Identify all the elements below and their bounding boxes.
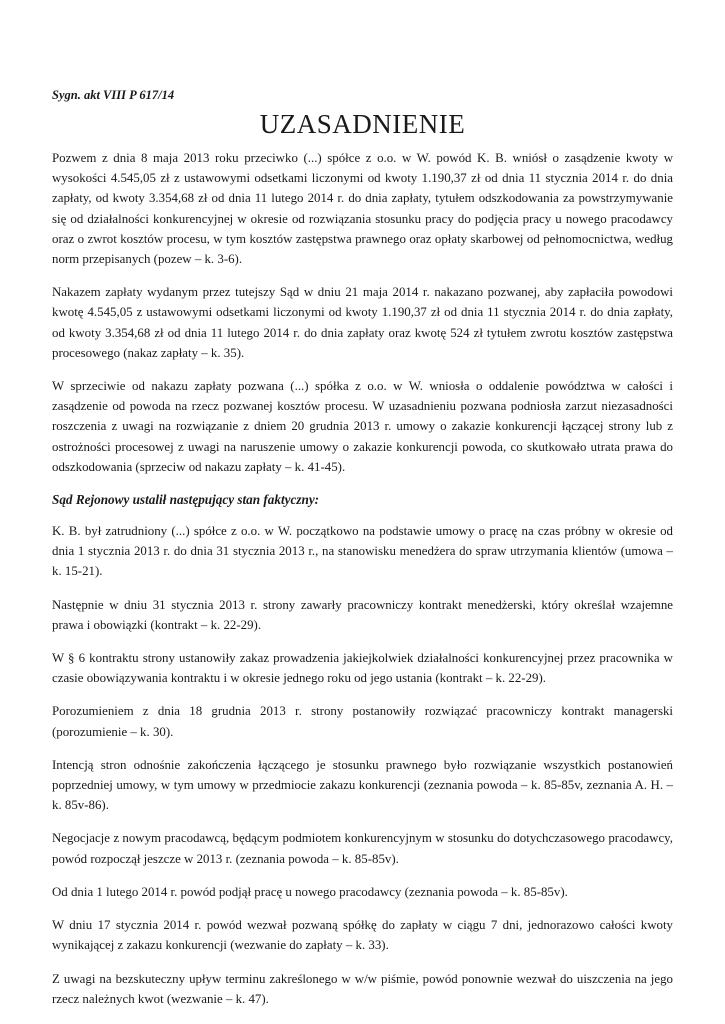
- paragraph-negotiations: Negocjacje z nowym pracodawcą, będącym podmiotem konkurencyjnym w stosunku do dotychczasowego pracodawcy, powód rozpoczął jeszcze w 2013 r. (zeznania powoda – k. 85-85v).: [52, 831, 673, 866]
- document-page: [52, 88, 673, 1022]
- paragraph-contract: Następnie w dniu 31 stycznia 2013 r. strony zawarły pracowniczy kontrakt menedżerski, który określał wzajemne prawa i obowiązki (kontrakt – k. 22-29).: [52, 597, 673, 632]
- paragraph-termination-agreement: Porozumieniem z dnia 18 grudnia 2013 r. strony postanowiły rozwiązać pracowniczy kontrakt managerski (porozumienie – k. 30).: [52, 704, 673, 739]
- findings-heading: Sąd Rejonowy ustalił następujący stan faktyczny:: [52, 492, 320, 508]
- paragraph-intention: Intencją stron odnośnie zakończenia łączącego je stosunku prawnego było rozwiązanie wszystkich postanowień poprzedniej umowy, w tym umowy w przedmiocie zakazu konkurencji (zeznania powoda – k. 85-85v, zeznania A. H. – k. 85v-86).: [52, 757, 673, 813]
- paragraph-payment-order: Nakazem zapłaty wydanym przez tutejszy Sąd w dniu 21 maja 2014 r. nakazano pozwanej, aby zapłaciła powodowi kwotę 4.545,05 z ustawowymi odsetkami liczonymi od kwoty 1.190,37 zł od dnia 11 stycznia 2014 r. do dnia zapłaty, od kwoty 3.354,68 zł od dnia 11 lutego 2014 r. do dnia zapłaty oraz kwotę 524 zł tytułem zwrotu kosztów zastępstwa procesowego (nakaz zapłaty – k. 35).: [52, 285, 673, 360]
- paragraph-employment: K. B. był zatrudniony (...) spółce z o.o. w W. początkowo na podstawie umowy o pracę na czas próbny w okresie od dnia 1 stycznia 2013 r. do dnia 31 stycznia 2013 r., na stanowisku menedżera do spraw utrzymania klientów (umowa – k. 15-21).: [52, 524, 673, 579]
- case-number: Sygn. akt VIII P 617/14: [52, 88, 175, 102]
- paragraph-objection: W sprzeciwie od nakazu zapłaty pozwana (...) spółka z o.o. w W. wniosła o oddalenie powództwa w całości i zasądzenie od powoda na rzecz pozwanej kosztów procesu. W uzasadnieniu pozwana podniosła zarzut niezasadności roszczenia z uwagi na rozwiązanie z dniem 20 grudnia 2013 r. umowy o zakazie konkurencji łączącej strony lub z ostrożności procesowej z uwagi na naruszenie umowy o zakazie konkurencji powoda, co skutkowało utrata prawa do odszkodowania (sprzeciw od nakazu zapłaty – k. 41-45).: [52, 379, 673, 474]
- paragraph-second-demand: Z uwagi na bezskuteczny upływ terminu zakreślonego w w/w piśmie, powód ponownie wezwał do uiszczenia na jego rzecz należnych kwot (wezwanie – k. 47).: [52, 971, 673, 1006]
- paragraph-lawsuit: Pozwem z dnia 8 maja 2013 roku przeciwko (...) spółce z o.o. w W. powód K. B. wniósł o zasądzenie kwoty w wysokości 4.545,05 zł z ustawowymi odsetkami liczonymi od kwoty 1.190,37 zł od dnia 11 stycznia 2014 r. do dnia zapłaty, od kwoty 3.354,68 zł od dnia 11 lutego 2014 r. do dnia zapłaty, tytułem odszkodowania za powstrzymywanie się od działalności konkurencyjnej w okresie od rozwiązania stosunku pracy do podjęcia pracy u nowego pracodawcy oraz o zwrot kosztów procesu, w tym kosztów zastępstwa prawnego oraz opłaty skarbowej od pełnomocnictwa, według norm przepisanych (pozew – k. 3-6).: [52, 151, 673, 267]
- paragraph-new-employer: Od dnia 1 lutego 2014 r. powód podjął pracę u nowego pracodawcy (zeznania powoda – k. 85-85v).: [52, 884, 568, 899]
- paragraph-payment-demand: W dniu 17 stycznia 2014 r. powód wezwał pozwaną spółkę do zapłaty w ciągu 7 dni, jednorazowo całości kwoty wynikającej z zakazu konkurencji (wezwanie do zapłaty – k. 33).: [52, 918, 673, 953]
- paragraph-non-compete-clause: W § 6 kontraktu strony ustanowiły zakaz prowadzenia jakiejkolwiek działalności konkurencyjnej przez pracownika w czasie obowiązywania kontraktu i w okresie jednego roku od jego ustania (kontrakt – k. 22-29).: [52, 651, 673, 686]
- document-title: UZASADNIENIE: [259, 109, 466, 139]
